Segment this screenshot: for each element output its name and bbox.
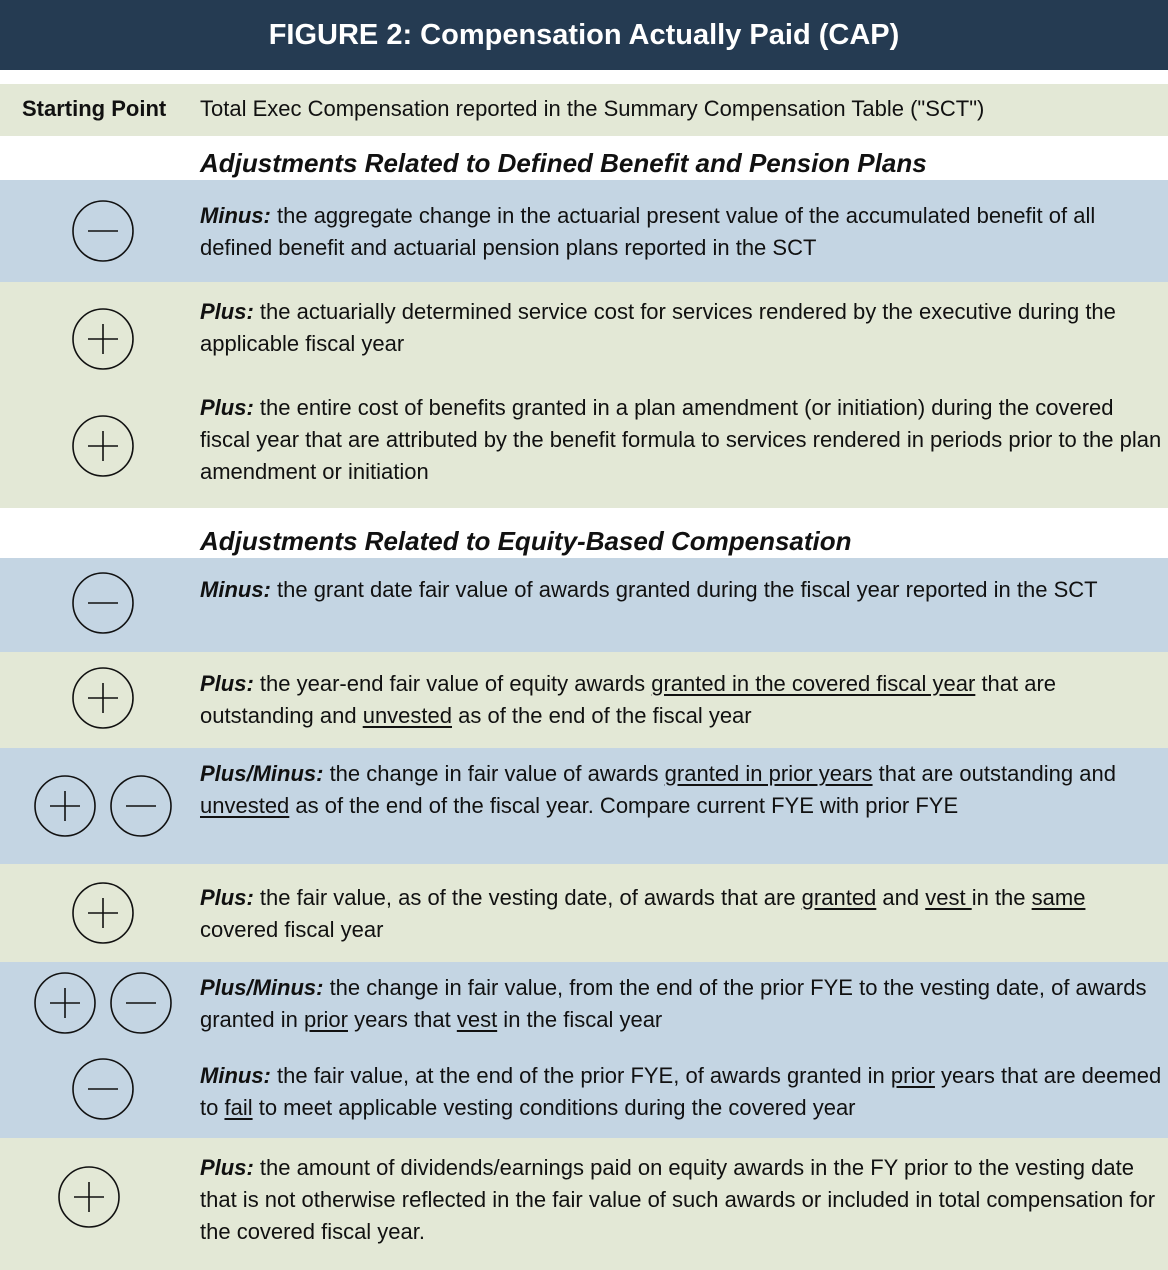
adjustment-item — [200, 668, 1162, 732]
plus-circle-icon — [58, 1166, 120, 1228]
underlined-term: granted in the covered fiscal year — [651, 671, 976, 696]
minus-circle-icon — [110, 972, 172, 1034]
adjustment-text: and — [876, 885, 926, 910]
adjustment-item — [200, 392, 1162, 488]
minus-circle-icon — [72, 1058, 134, 1120]
adjustment-text: the fair value, at the end of the prior FYE, of awards granted in — [270, 1063, 891, 1088]
adjustment-text: the fair value, as of the vesting date, of awards that are — [253, 885, 802, 910]
adjustment-lead: Plus/Minus: — [200, 761, 324, 786]
adjustment-text: the amount of dividends/earnings paid on equity awards in the FY prior to the vesting date that is not otherwise reflected in the fair value of such awards or included in total compensation for the covered fiscal year. — [200, 1155, 1156, 1244]
underlined-term: prior — [303, 1007, 348, 1032]
adjustment-text: that are outstanding and — [872, 761, 1116, 786]
plus-circle-icon — [72, 415, 134, 477]
section-heading-equity: Adjustments Related to Equity-Based Compensation — [200, 526, 852, 556]
adjustment-item — [200, 574, 1162, 606]
underlined-term: vest — [925, 885, 972, 910]
adjustment-lead: Plus: — [200, 299, 254, 324]
adjustment-text: the change in fair value, from the end of the prior FYE to the vesting date, of awards granted in — [200, 975, 1147, 1032]
adjustment-text: the actuarially determined service cost for services rendered by the executive during the applicable fiscal year — [200, 299, 1116, 356]
underlined-term: vest — [456, 1007, 498, 1032]
adjustment-lead: Plus: — [200, 885, 254, 910]
minus-circle-icon — [110, 775, 172, 837]
adjustment-lead: Plus/Minus: — [200, 975, 324, 1000]
adjustment-item — [200, 882, 1162, 946]
adjustment-text: as of the end of the fiscal year — [452, 703, 752, 728]
section-heading-pension: Adjustments Related to Defined Benefit and Pension Plans — [200, 148, 927, 178]
adjustment-item — [200, 758, 1162, 822]
adjustment-item — [200, 1152, 1162, 1248]
adjustment-lead: Plus: — [200, 395, 254, 420]
adjustment-text: the change in fair value of awards — [323, 761, 665, 786]
plus-circle-icon — [72, 667, 134, 729]
adjustment-text: in the — [971, 885, 1032, 910]
adjustment-item — [200, 972, 1162, 1036]
adjustment-text: the aggregate change in the actuarial present value of the accumulated benefit of all defined benefit and actuarial pension plans reported in the SCT — [200, 203, 1096, 260]
adjustment-text: years that — [347, 1007, 457, 1032]
figure-title: FIGURE 2: Compensation Actually Paid (CAP) — [0, 0, 1168, 70]
adjustment-text: in the fiscal year — [497, 1007, 663, 1032]
underlined-term: fail — [224, 1095, 253, 1120]
adjustment-lead: Minus: — [200, 1063, 271, 1088]
adjustment-text: covered fiscal year — [200, 917, 384, 942]
underlined-term: unvested — [362, 703, 452, 728]
underlined-term: granted in prior years — [664, 761, 873, 786]
adjustment-lead: Minus: — [200, 577, 271, 602]
underlined-term: granted — [801, 885, 877, 910]
underlined-term: prior — [890, 1063, 935, 1088]
adjustment-text: the grant date fair value of awards granted during the fiscal year reported in the SCT — [270, 577, 1098, 602]
minus-circle-icon — [72, 572, 134, 634]
minus-circle-icon — [72, 200, 134, 262]
underlined-term: same — [1031, 885, 1086, 910]
plus-circle-icon — [72, 882, 134, 944]
adjustment-text: the year-end fair value of equity awards — [253, 671, 652, 696]
starting-point-label: Starting Point — [22, 96, 167, 121]
adjustment-item — [200, 200, 1162, 264]
adjustment-item — [200, 296, 1162, 360]
plus-circle-icon — [34, 775, 96, 837]
adjustment-text: that are outstanding and — [200, 671, 1057, 728]
adjustment-item — [200, 1060, 1162, 1124]
plus-circle-icon — [34, 972, 96, 1034]
plus-circle-icon — [72, 308, 134, 370]
adjustment-lead: Minus: — [200, 203, 271, 228]
adjustment-text: as of the end of the fiscal year. Compare current FYE with prior FYE — [289, 793, 959, 818]
underlined-term: unvested — [200, 793, 290, 818]
adjustment-text: the entire cost of benefits granted in a plan amendment (or initiation) during the covered fiscal year that are attributed by the benefit formula to services rendered in periods prior to the plan amendment or initiation — [200, 395, 1162, 484]
adjustment-text: to meet applicable vesting conditions during the covered year — [252, 1095, 856, 1120]
adjustment-lead: Plus: — [200, 671, 254, 696]
starting-point-text: Total Exec Compensation reported in the Summary Compensation Table ("SCT") — [200, 96, 985, 121]
adjustment-lead: Plus: — [200, 1155, 254, 1180]
adjustment-text: years that are deemed to — [200, 1063, 1162, 1120]
